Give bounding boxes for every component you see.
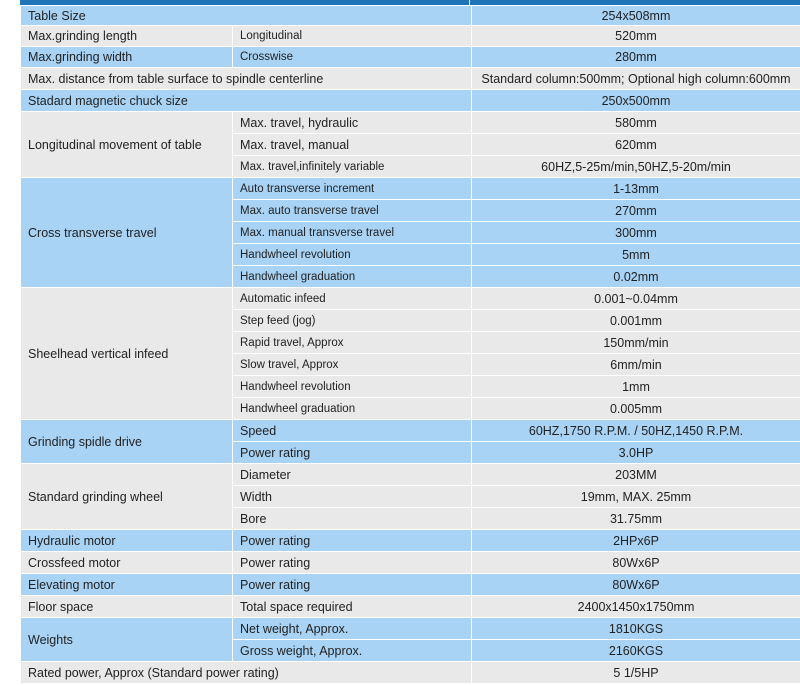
spec-sublabel: Step feed (jog) <box>233 310 472 332</box>
table-row <box>21 47 800 68</box>
spec-sublabel: Power rating <box>233 574 472 596</box>
spec-sublabel: Max. manual transverse travel <box>233 222 472 244</box>
specification-table <box>20 5 800 684</box>
spec-sublabel: Power rating <box>233 530 472 552</box>
spec-label: Hydraulic motor <box>21 530 233 552</box>
spec-sublabel: Auto transverse increment <box>233 178 472 200</box>
spec-label: Max.grinding width <box>21 47 233 68</box>
spec-sublabel: Handwheel revolution <box>233 244 472 266</box>
spec-value: Standard column:500mm; Optional high column:600mm <box>472 68 800 90</box>
spec-value: 6mm/min <box>472 354 800 376</box>
spec-sublabel: Max. travel,infinitely variable <box>233 156 472 178</box>
spec-value: 5 1/5HP <box>472 662 800 684</box>
table-row <box>21 662 800 684</box>
table-row <box>21 178 800 200</box>
spec-value: 270mm <box>472 200 800 222</box>
spec-sublabel: Handwheel revolution <box>233 376 472 398</box>
spec-value: 2400x1450x1750mm <box>472 596 800 618</box>
table-row <box>21 574 800 596</box>
spec-group-label: Cross transverse travel <box>21 178 233 288</box>
spec-value: 60HZ,5-25m/min,50HZ,5-20m/min <box>472 156 800 178</box>
spec-value: 0.001mm <box>472 310 800 332</box>
table-row <box>21 618 800 640</box>
spec-label: Stadard magnetic chuck size <box>21 90 472 112</box>
spec-label: Max.grinding length <box>21 26 233 47</box>
spec-value: 0.02mm <box>472 266 800 288</box>
spec-label: Max. distance from table surface to spindle centerline <box>21 68 472 90</box>
spec-sublabel: Max. travel, hydraulic <box>233 112 472 134</box>
spec-group-label: Sheelhead vertical infeed <box>21 288 233 420</box>
table-row <box>21 90 800 112</box>
spec-value: 60HZ,1750 R.P.M. / 50HZ,1450 R.P.M. <box>472 420 800 442</box>
spec-value: 80Wx6P <box>472 574 800 596</box>
spec-sublabel: Rapid travel, Approx <box>233 332 472 354</box>
table-row <box>21 68 800 90</box>
spec-value: 2HPx6P <box>472 530 800 552</box>
table-row <box>21 6 800 26</box>
spec-value: 280mm <box>472 47 800 68</box>
spec-sublabel: Longitudinal <box>233 26 472 47</box>
spec-label: Crossfeed motor <box>21 552 233 574</box>
spec-group-label: Longitudinal movement of table <box>21 112 233 178</box>
spec-value: 520mm <box>472 26 800 47</box>
spec-value: 2160KGS <box>472 640 800 662</box>
spec-sublabel: Power rating <box>233 442 472 464</box>
spec-sublabel: Handwheel graduation <box>233 398 472 420</box>
spec-value: 300mm <box>472 222 800 244</box>
spec-value: 150mm/min <box>472 332 800 354</box>
spec-value: 1810KGS <box>472 618 800 640</box>
spec-label: Table Size <box>21 6 472 26</box>
spec-sublabel: Gross weight, Approx. <box>233 640 472 662</box>
spec-value: 0.005mm <box>472 398 800 420</box>
spec-sublabel: Total space required <box>233 596 472 618</box>
spec-label: Floor space <box>21 596 233 618</box>
spec-value: 0.001~0.04mm <box>472 288 800 310</box>
spec-label: Elevating motor <box>21 574 233 596</box>
spec-value: 620mm <box>472 134 800 156</box>
spec-group-label: Weights <box>21 618 233 662</box>
spec-sublabel: Max. auto transverse travel <box>233 200 472 222</box>
table-row <box>21 26 800 47</box>
spec-sublabel: Max. travel, manual <box>233 134 472 156</box>
spec-group-label: Grinding spidle drive <box>21 420 233 464</box>
table-row <box>21 530 800 552</box>
spec-value: 5mm <box>472 244 800 266</box>
spec-value: 1-13mm <box>472 178 800 200</box>
spec-value: 80Wx6P <box>472 552 800 574</box>
spec-sublabel: Net weight, Approx. <box>233 618 472 640</box>
spec-sublabel: Speed <box>233 420 472 442</box>
spec-sublabel: Power rating <box>233 552 472 574</box>
spec-value: 203MM <box>472 464 800 486</box>
spec-value: 250x500mm <box>472 90 800 112</box>
spec-sublabel: Handwheel graduation <box>233 266 472 288</box>
table-row <box>21 112 800 134</box>
left-margin <box>0 0 20 685</box>
spec-group-label: Standard grinding wheel <box>21 464 233 530</box>
spec-value: 1mm <box>472 376 800 398</box>
table-row <box>21 552 800 574</box>
spec-value: 19mm, MAX. 25mm <box>472 486 800 508</box>
table-row <box>21 288 800 310</box>
spec-sublabel: Slow travel, Approx <box>233 354 472 376</box>
spec-value: 254x508mm <box>472 6 800 26</box>
spec-sublabel: Crosswise <box>233 47 472 68</box>
spec-label: Rated power, Approx (Standard power rating) <box>21 662 472 684</box>
spec-sublabel: Bore <box>233 508 472 530</box>
spec-sublabel: Diameter <box>233 464 472 486</box>
spec-value: 580mm <box>472 112 800 134</box>
spec-value: 31.75mm <box>472 508 800 530</box>
table-row <box>21 596 800 618</box>
spec-sublabel: Width <box>233 486 472 508</box>
spec-value: 3.0HP <box>472 442 800 464</box>
table-row <box>21 464 800 486</box>
table-row <box>21 420 800 442</box>
spec-sublabel: Automatic infeed <box>233 288 472 310</box>
